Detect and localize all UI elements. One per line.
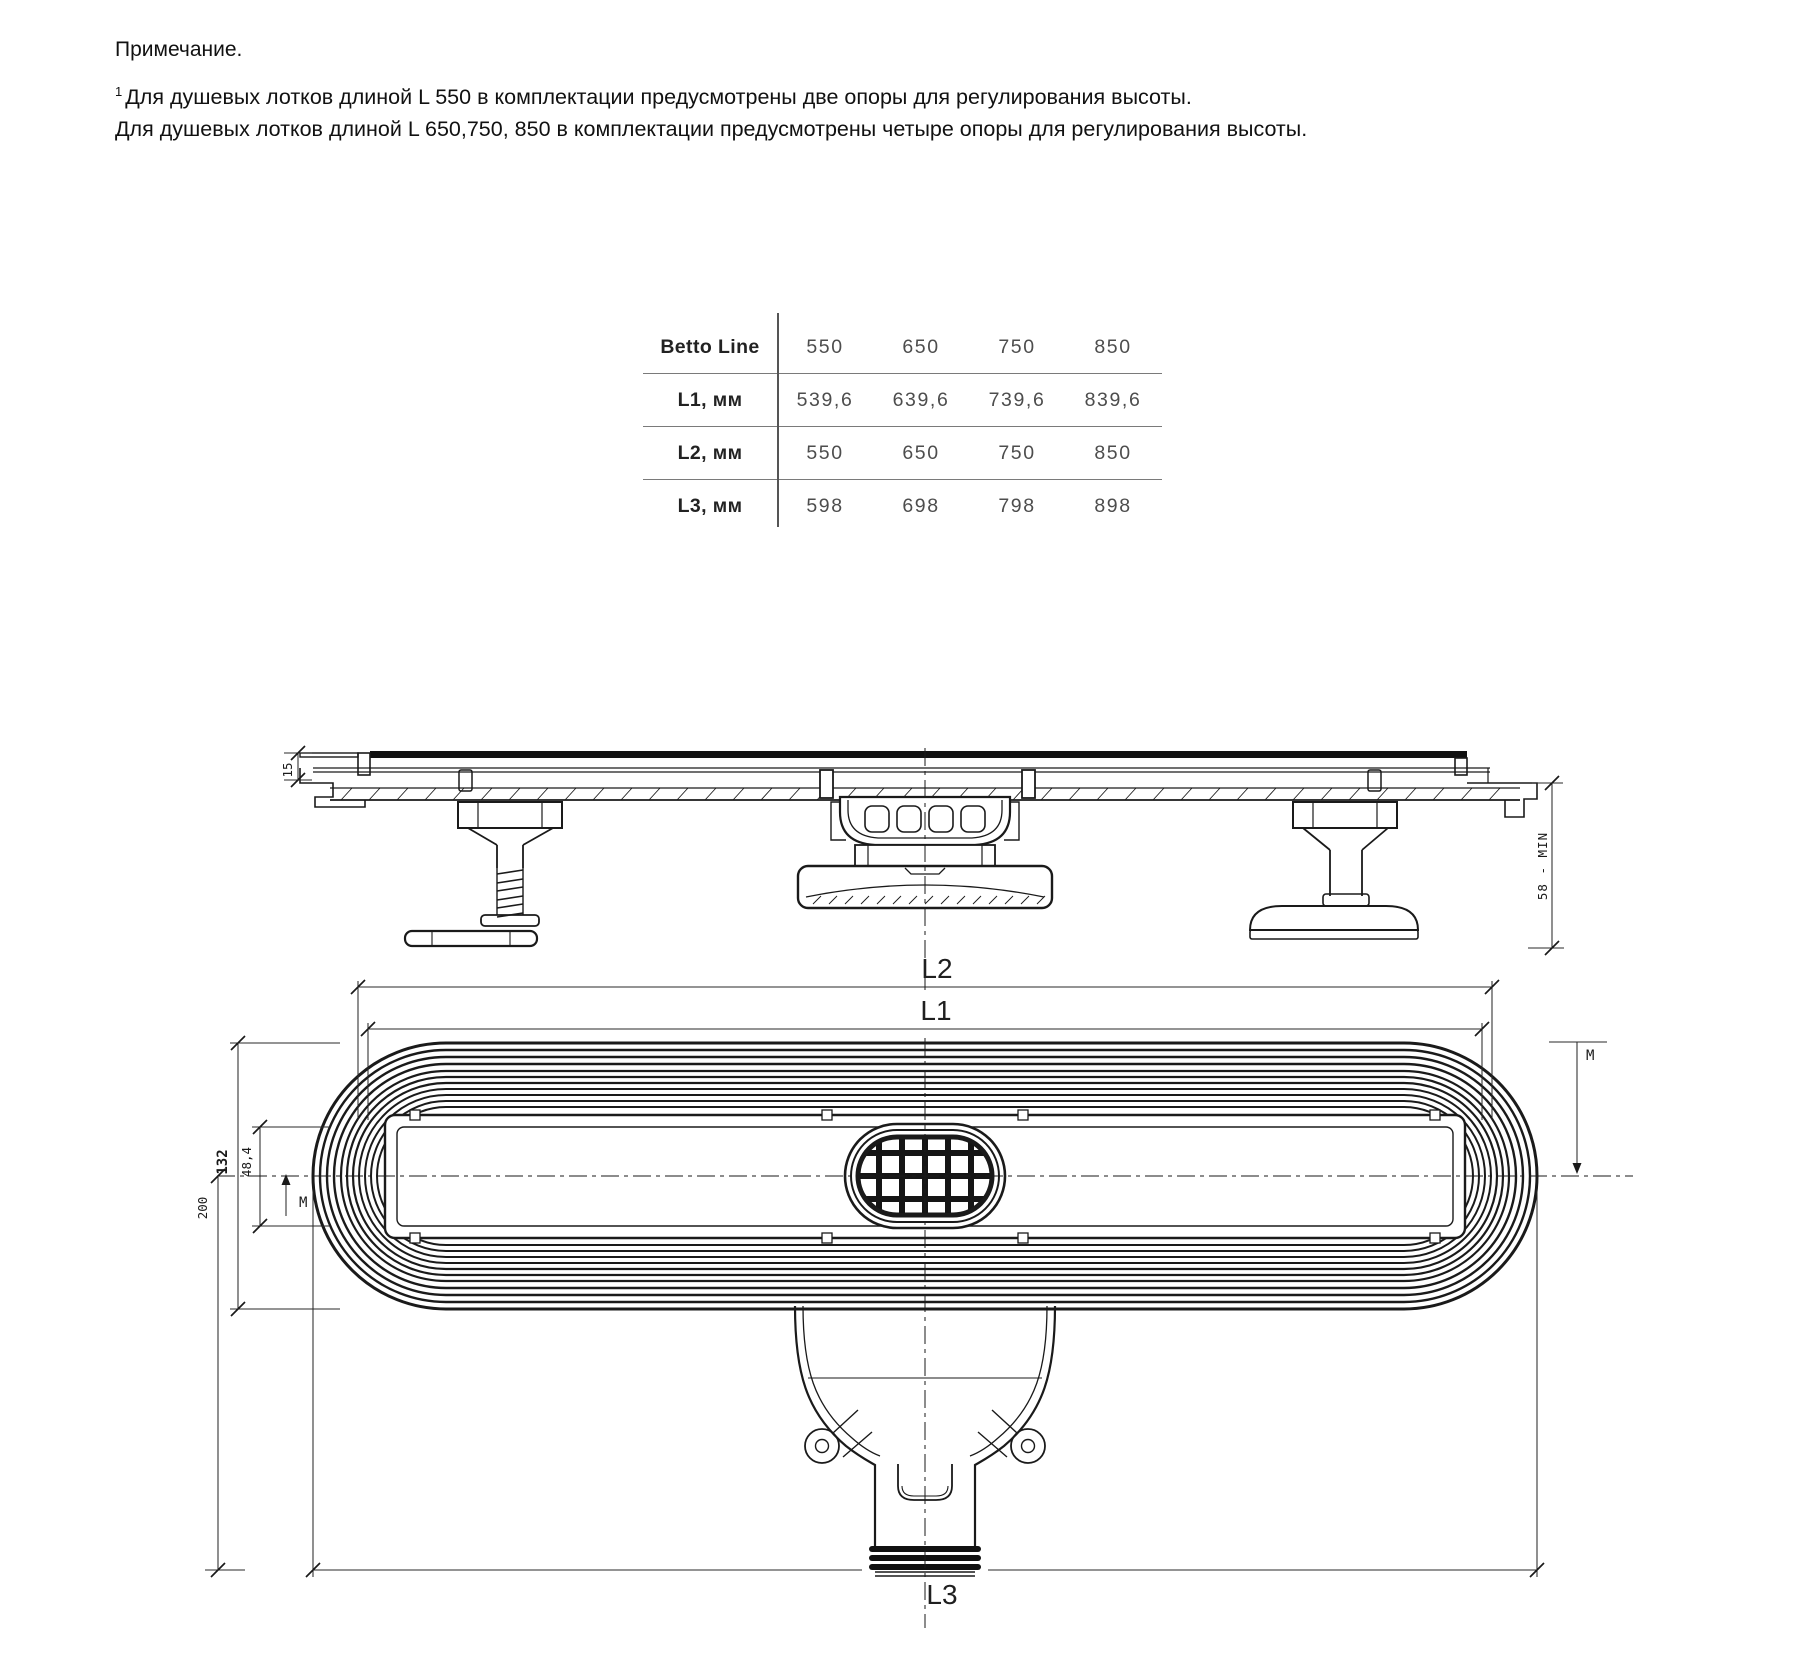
table-header-value: 550 (806, 335, 844, 358)
footnote-marker: 1 (115, 84, 123, 99)
cell-value: 739,6 (988, 388, 1046, 411)
dim-132-label: 132 (215, 1149, 231, 1175)
table-header-value: 650 (902, 335, 940, 358)
cell-value: 898 (1094, 494, 1132, 517)
dim-200-label: 200 (195, 1196, 210, 1220)
cell-value: 850 (1094, 441, 1132, 464)
cell-value: 598 (806, 494, 844, 517)
row-label: L1, мм (677, 388, 743, 411)
left-support-foot (405, 802, 562, 946)
mark-m-left-label: M (299, 1195, 308, 1211)
row-label: L3, мм (677, 494, 743, 517)
grate-top-plate (370, 751, 1467, 758)
mounting-tab-right (978, 1410, 1045, 1463)
cell-value: 639,6 (892, 388, 950, 411)
cell-value: 839,6 (1084, 388, 1142, 411)
mark-m-right (1549, 1042, 1607, 1174)
dim-l1-label: L1 (920, 995, 952, 1026)
dim-l2-label: L2 (921, 953, 953, 984)
dim-200 (205, 1169, 245, 1577)
cell-value: 650 (902, 441, 940, 464)
dim-48-label: 48,4 (239, 1146, 254, 1178)
table-header-value: 750 (998, 335, 1036, 358)
right-support-foot (1250, 802, 1418, 939)
mark-m-left (282, 1174, 291, 1216)
note-text-2: Для душевых лотков длиной L 650,750, 850 в комплектации предусмотрены четыре опоры для регулирования высоты. (115, 117, 1308, 142)
table-header-value: 850 (1094, 335, 1132, 358)
side-view (284, 746, 1564, 955)
top-view (205, 980, 1607, 1577)
mark-m-right-label: M (1586, 1048, 1595, 1064)
mounting-tab-left (805, 1410, 872, 1463)
cell-value: 698 (902, 494, 940, 517)
cell-value: 750 (998, 441, 1036, 464)
cell-value: 550 (806, 441, 844, 464)
note-title: Примечание. (115, 38, 243, 61)
note-text-1: Для душевых лотков длиной L 550 в комплектации предусмотрены две опоры для регулирования высоты. (125, 85, 1192, 110)
cell-value: 539,6 (796, 388, 854, 411)
dim-min-height-label: 58 - MIN (1535, 831, 1550, 901)
row-label: L2, мм (677, 441, 743, 464)
threaded-rod (497, 870, 523, 917)
dim-plate-thickness-label: 15 (280, 762, 295, 778)
table-header-label: Betto Line (660, 335, 760, 358)
dim-l3-label: L3 (926, 1579, 958, 1610)
cell-value: 798 (998, 494, 1036, 517)
